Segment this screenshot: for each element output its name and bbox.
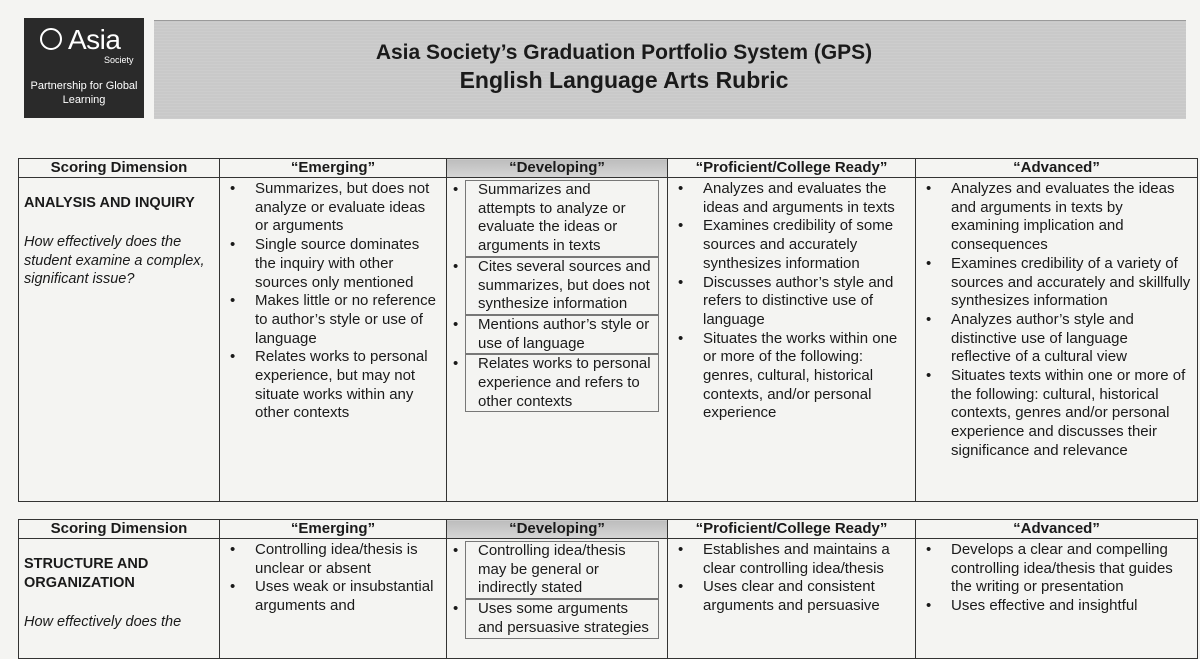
dimension-cell xyxy=(19,178,220,502)
logo-society: Society xyxy=(104,55,134,65)
col-header-proficient: “Proficient/College Ready” xyxy=(668,520,916,539)
advanced-cell xyxy=(916,178,1198,502)
criterion-item: • Controlling idea/thesis is unclear or absent xyxy=(220,541,446,578)
dimension-question: How effectively does the student examine a complex, significant issue? xyxy=(24,234,205,287)
criterion-item: • Situates the works within one or more of the following: genres, cultural, historical contexts, and/or personal experience xyxy=(668,330,915,424)
document-subtitle: English Language Arts Rubric xyxy=(459,67,789,93)
rubric-header-row xyxy=(19,159,1198,178)
developing-cell xyxy=(447,539,668,659)
criterion-item: • Establishes and maintains a clear controlling idea/thesis xyxy=(668,541,915,578)
emerging-cell xyxy=(220,178,447,502)
criterion-item: • Examines credibility of a variety of sources and accurately and skillfully synthesizes information xyxy=(916,255,1197,311)
advanced-cell xyxy=(916,539,1198,659)
logo-name: Asia xyxy=(68,24,121,55)
dimension-cell xyxy=(19,539,220,659)
criterion-item: • Controlling idea/thesis may be general or indirectly stated xyxy=(465,541,659,599)
col-header-developing: “Developing” xyxy=(447,159,668,178)
criterion-item: • Analyzes and evaluates the ideas and arguments in texts xyxy=(668,180,915,217)
col-header-advanced: “Advanced” xyxy=(916,520,1198,539)
asia-society-emblem-icon xyxy=(40,28,62,50)
logo-tagline: Partnership for Global Learning xyxy=(30,80,138,106)
criterion-item: • Mentions author’s style or use of language xyxy=(465,315,659,354)
criterion-item: • Uses some arguments and persuasive strategies xyxy=(465,599,659,638)
criterion-item: • Uses clear and consistent arguments and persuasive xyxy=(668,578,915,615)
dimension-name: STRUCTURE AND ORGANIZATION xyxy=(24,556,149,591)
developing-cell xyxy=(447,178,668,502)
criterion-item: • Develops a clear and compelling controlling idea/thesis that guides the writing or presentation xyxy=(916,541,1197,597)
criterion-item: • Situates texts within one or more of the following: cultural, historical contexts, genres and/or personal experience and discusses their significance and relevance xyxy=(916,367,1197,461)
criterion-item: • Makes little or no reference to author’s style or use of language xyxy=(220,292,446,348)
criterion-item: • Uses effective and insightful xyxy=(916,597,1197,616)
dimension-name: ANALYSIS AND INQUIRY xyxy=(24,195,195,211)
document-title: Asia Society’s Graduation Portfolio System (GPS) xyxy=(375,41,873,64)
criterion-item: • Discusses author’s style and refers to distinctive use of language xyxy=(668,274,915,330)
dimension-question: How effectively does the xyxy=(24,614,182,630)
criterion-item: • Relates works to personal experience and refers to other contexts xyxy=(465,354,659,412)
rubric-row-structure xyxy=(19,539,1198,659)
col-header-scoring: Scoring Dimension xyxy=(19,159,220,178)
emerging-cell xyxy=(220,539,447,659)
col-header-emerging: “Emerging” xyxy=(220,520,447,539)
criterion-item: • Examines credibility of some sources and accurately synthesizes information xyxy=(668,217,915,273)
criterion-item: • Cites several sources and summarizes, but does not synthesize information xyxy=(465,257,659,315)
criterion-item: • Summarizes, but does not analyze or evaluate ideas or arguments xyxy=(220,180,446,236)
col-header-scoring: Scoring Dimension xyxy=(19,520,220,539)
rubric-table-structure xyxy=(18,519,1198,659)
proficient-cell xyxy=(668,539,916,659)
rubric-row-analysis xyxy=(19,178,1198,502)
document-header xyxy=(154,20,1186,119)
rubric-header-row xyxy=(19,520,1198,539)
col-header-developing: “Developing” xyxy=(447,520,668,539)
criterion-item: • Analyzes author’s style and distinctive use of language reflective of a cultural view xyxy=(916,311,1197,367)
criterion-item: • Summarizes and attempts to analyze or evaluate the ideas or arguments in texts xyxy=(465,180,659,257)
criterion-item: • Relates works to personal experience, but may not situate works within any other contexts xyxy=(220,348,446,423)
criterion-item: • Analyzes and evaluates the ideas and arguments in texts by examining implication and consequences xyxy=(916,180,1197,255)
criterion-item: • Uses weak or insubstantial arguments and xyxy=(220,578,446,615)
col-header-advanced: “Advanced” xyxy=(916,159,1198,178)
proficient-cell xyxy=(668,178,916,502)
rubric-table-analysis xyxy=(18,158,1198,502)
criterion-item: • Single source dominates the inquiry with other sources only mentioned xyxy=(220,236,446,292)
col-header-emerging: “Emerging” xyxy=(220,159,447,178)
col-header-proficient: “Proficient/College Ready” xyxy=(668,159,916,178)
asia-society-logo xyxy=(24,18,144,118)
